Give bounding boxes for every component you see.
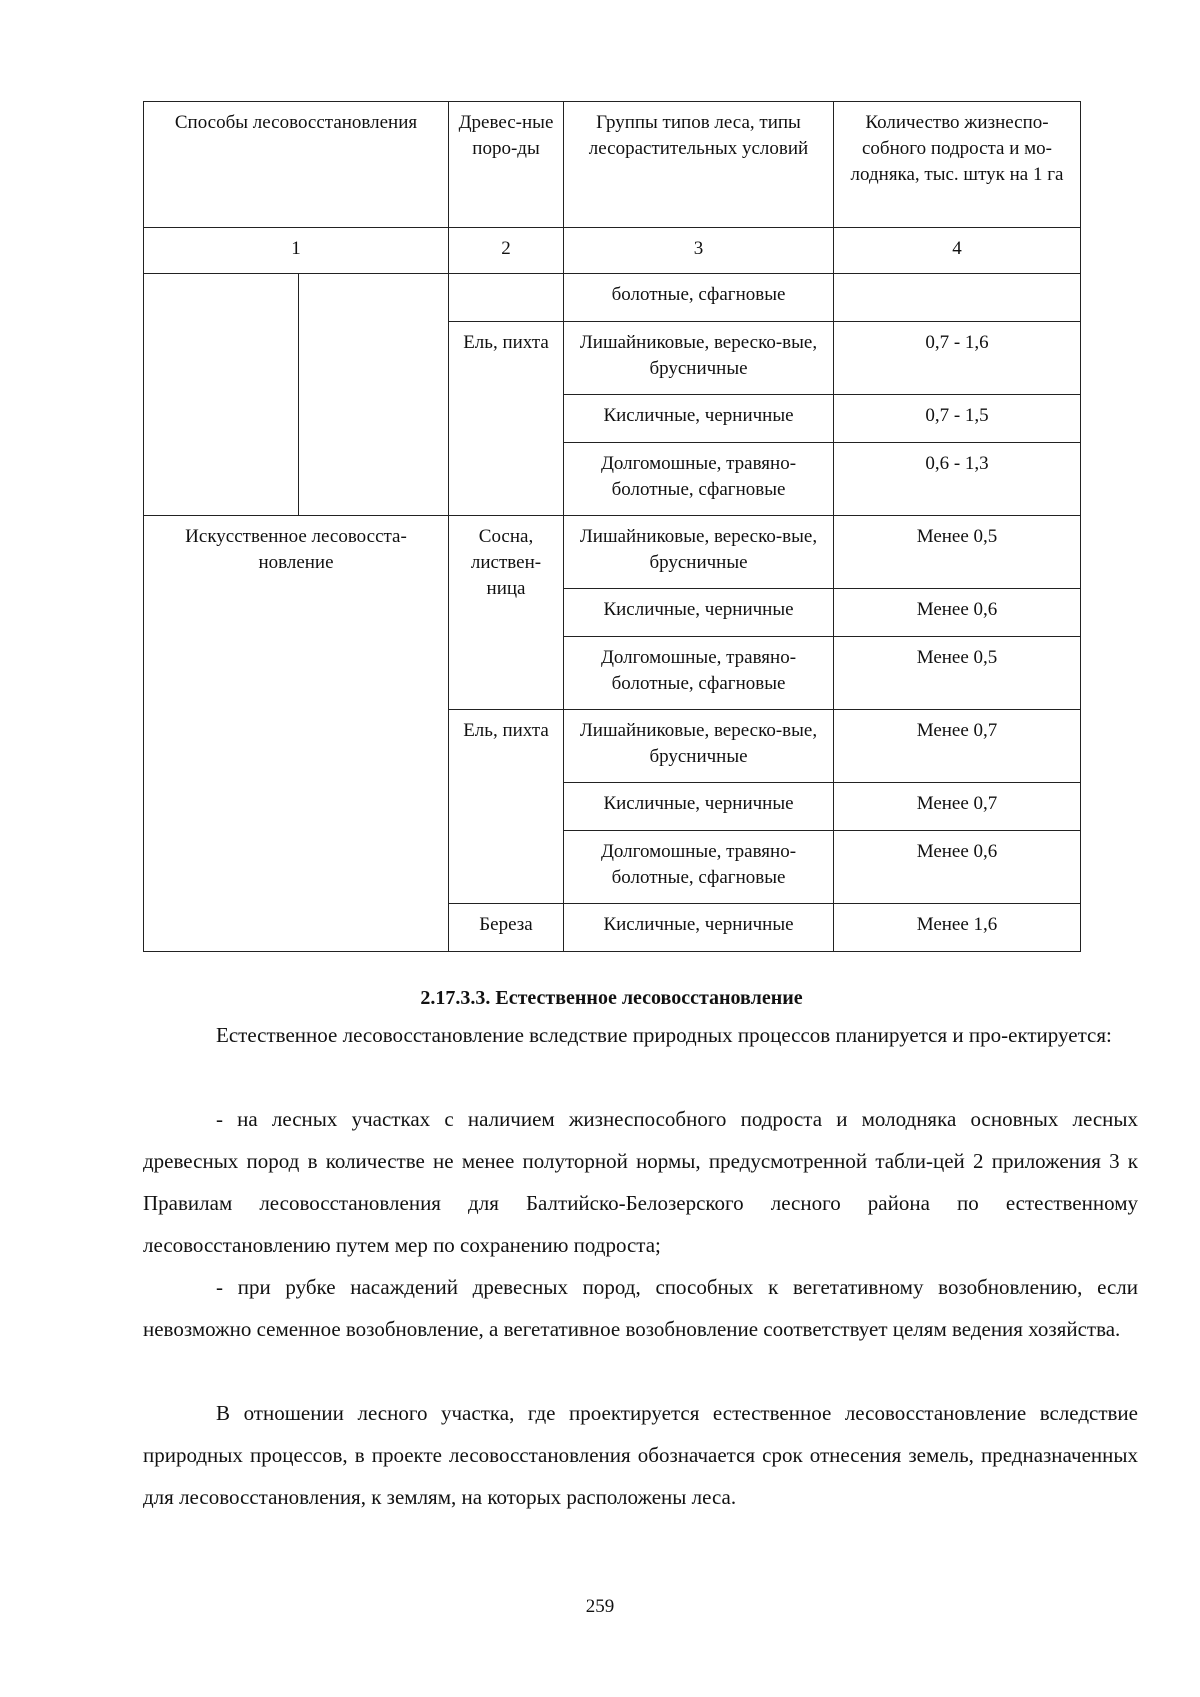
- table-row: [144, 274, 1081, 322]
- continued-subcell: [299, 274, 449, 516]
- forest-type-cell: Кисличные, черничные: [564, 589, 834, 637]
- forest-type-cell: Кисличные, черничные: [564, 395, 834, 443]
- paragraph: В отношении лесного участка, где проектируется естественное лесовосстановление вследствие природных процессов, в проекте лесовосстановления обозначается срок отнесения земель, предназначенных для лесовосстановления, к землям, на которых расположены леса.: [143, 1401, 1138, 1509]
- header-quantity: Количество жизнеспо-собного подроста и мо-лодняка, тыс. штук на 1 га: [834, 102, 1081, 228]
- quantity-cell: 0,7 - 1,6: [834, 322, 1081, 395]
- forest-type-cell: Лишайниковые, вереско-вые, брусничные: [564, 516, 834, 589]
- quantity-cell: Менее 0,5: [834, 516, 1081, 589]
- column-number: 3: [564, 228, 834, 274]
- quantity-cell: Менее 0,5: [834, 637, 1081, 710]
- column-number: 1: [144, 228, 449, 274]
- table-row: [144, 516, 1081, 589]
- forest-type-cell: Долгомошные, травяно-болотные, сфагновые: [564, 831, 834, 904]
- species-cell: Ель, пихта: [449, 322, 564, 516]
- paragraph: Естественное лесовосстановление вследствие природных процессов планируется и про-ектируется:: [216, 1023, 1112, 1047]
- continued-species-empty: [449, 274, 564, 322]
- header-method: Способы лесовосстановления: [144, 102, 449, 228]
- forest-type-cell: болотные, сфагновые: [564, 274, 834, 322]
- column-number-row: [144, 228, 1081, 274]
- quantity-cell: Менее 0,7: [834, 783, 1081, 831]
- quantity-cell: [834, 274, 1081, 322]
- forest-type-cell: Кисличные, черничные: [564, 904, 834, 952]
- paragraph: - при рубке насаждений древесных пород, способных к вегетативному возобновлению, если невозможно семенное возобновление, а вегетативное возобновление соответствует целям ведения хозяйства.: [143, 1275, 1138, 1341]
- column-number: 2: [449, 228, 564, 274]
- forest-type-cell: Кисличные, черничные: [564, 783, 834, 831]
- section-heading: 2.17.3.3. Естественное лесовосстановление: [420, 987, 803, 1009]
- continued-method-cell: [144, 274, 299, 516]
- quantity-cell: Менее 1,6: [834, 904, 1081, 952]
- header-species: Древес-ные поро-ды: [449, 102, 564, 228]
- paragraph: - на лесных участках с наличием жизнеспособного подроста и молодняка основных лесных древесных пород в количестве не менее полуторной нормы, предусмотренной табли-цей 2 приложения 3 к Правилам лесовосстановления для Балтийско-Белозерского лесного района по естественному лесовосстановлению путем мер по сохранению подроста;: [143, 1107, 1138, 1257]
- table-header-row: [144, 102, 1081, 228]
- species-cell: Ель, пихта: [449, 710, 564, 904]
- method-cell: Искусственное лесовосста-новление: [144, 516, 449, 952]
- page-number: 259: [585, 1596, 615, 1617]
- reforestation-table: [143, 101, 1081, 952]
- species-cell: Сосна, листвен-ница: [449, 516, 564, 710]
- quantity-cell: 0,6 - 1,3: [834, 443, 1081, 516]
- forest-type-cell: Долгомошные, травяно-болотные, сфагновые: [564, 637, 834, 710]
- quantity-cell: Менее 0,7: [834, 710, 1081, 783]
- species-cell: Береза: [449, 904, 564, 952]
- quantity-cell: Менее 0,6: [834, 589, 1081, 637]
- forest-type-cell: Долгомошные, травяно-болотные, сфагновые: [564, 443, 834, 516]
- forest-type-cell: Лишайниковые, вереско-вые, брусничные: [564, 710, 834, 783]
- quantity-cell: Менее 0,6: [834, 831, 1081, 904]
- quantity-cell: 0,7 - 1,5: [834, 395, 1081, 443]
- column-number: 4: [834, 228, 1081, 274]
- header-forest-type: Группы типов леса, типы лесорастительных условий: [564, 102, 834, 228]
- forest-type-cell: Лишайниковые, вереско-вые, брусничные: [564, 322, 834, 395]
